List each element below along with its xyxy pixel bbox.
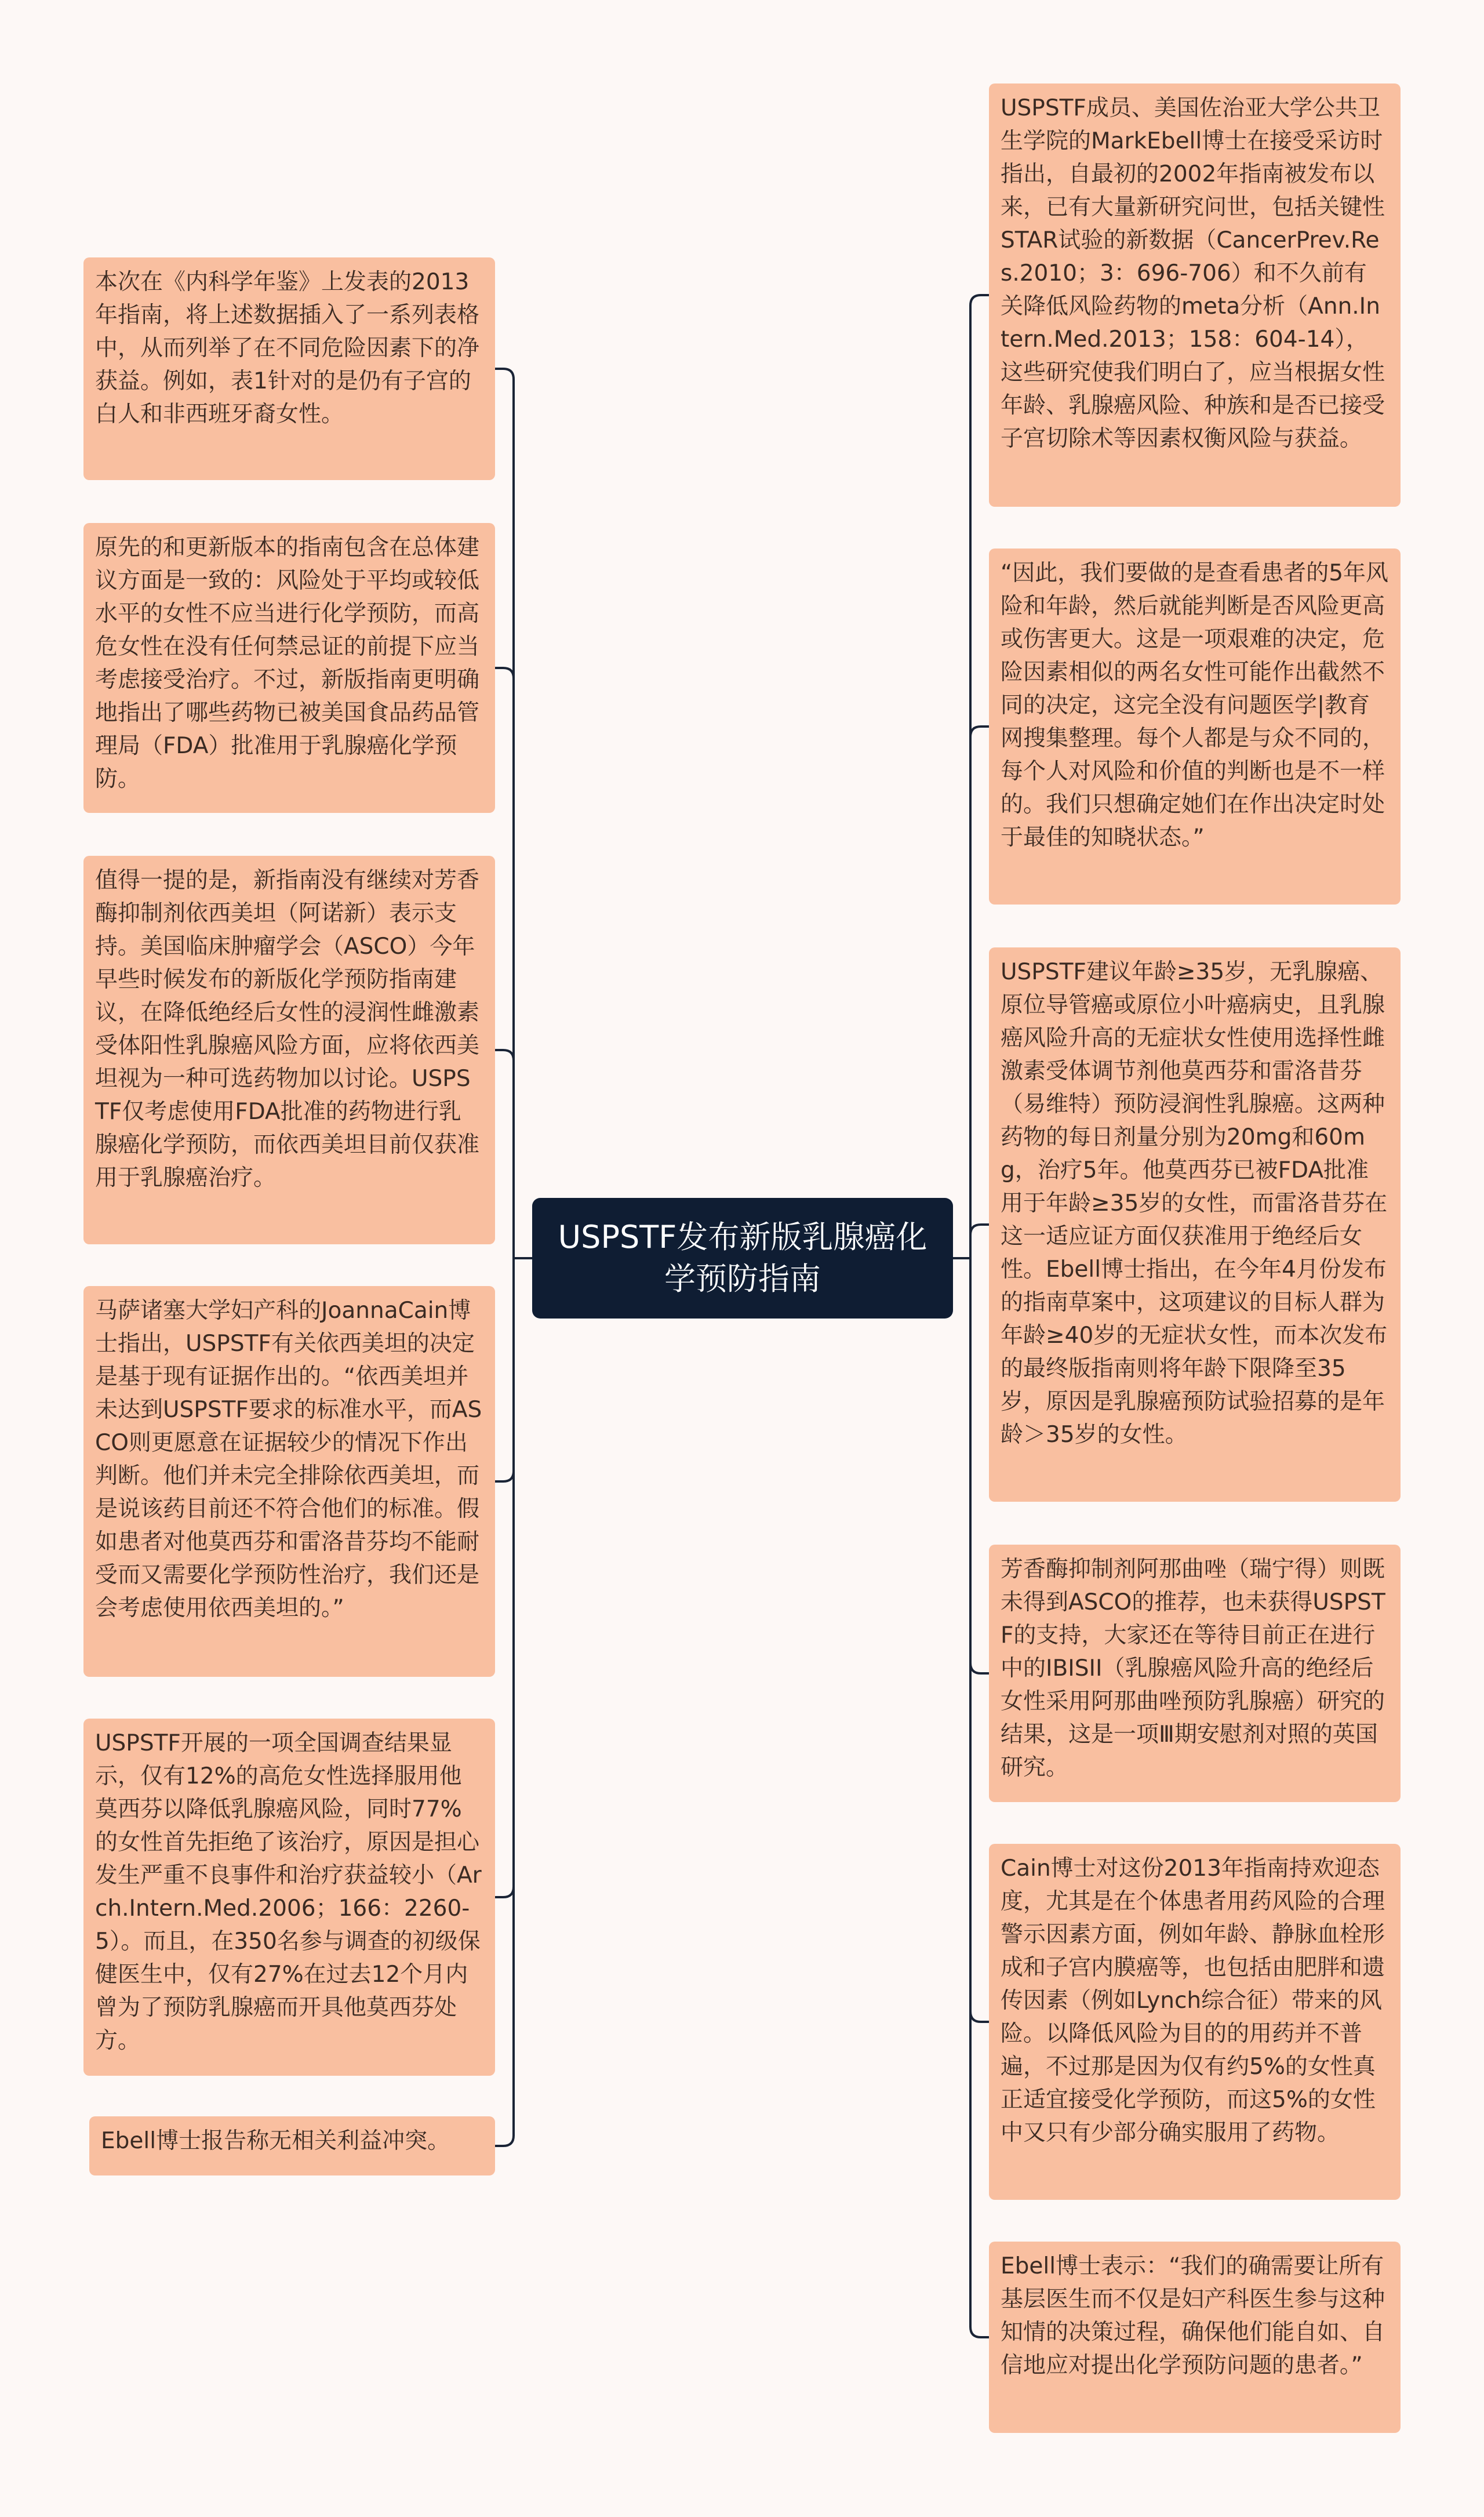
right-topic-1-text: USPSTF成员、美国佐治亚大学公共卫生学院的MarkEbell博士在接受采访时指出，自最初的2002年指南被发布以来，已有大量新研究问世，包括关键性STAR试验的新数据（CancerPrev.Res.2010；3：696-706）和不久前有关降低风险药物的meta分析（Ann.Intern.Med.2013；158：604-14），这些研究使我们明白了，应当根据女性年龄、乳腺癌风险、种族和是否已接受子宫切除术等因素权衡风险与获益。 bbox=[1001, 95, 1385, 452]
left-topic-1-text: 本次在《内科学年鉴》上发表的2013年指南，将上述数据插入了一系列表格中，从而列举了在不同危险因素下的净获益。例如，表1针对的是仍有子宫的白人和非西班牙裔女性。 bbox=[95, 269, 480, 427]
left-topic-4[interactable] bbox=[83, 1286, 495, 1677]
left-topic-4-text: 马萨诸塞大学妇产科的JoannaCain博士指出，USPSTF有关依西美坦的决定是基于现有证据作出的。“依西美坦并未达到USPSTF要求的标准水平，而ASCO则更愿意在证据较少的情况下作出判断。他们并未完全排除依西美坦，而是说该药目前还不符合他们的标准。假如患者对他莫西芬和雷洛昔芬均不能耐受而又需要化学预防性治疗，我们还是会考虑使用依西美坦的。” bbox=[95, 1298, 482, 1621]
root-title: USPSTF发布新版乳腺癌化学预防指南 bbox=[558, 1219, 928, 1297]
right-connector-4 bbox=[970, 1258, 989, 1673]
left-topic-6[interactable] bbox=[89, 2116, 495, 2175]
right-connector-3 bbox=[970, 1225, 989, 1258]
left-connector-5 bbox=[495, 1258, 514, 1897]
left-topic-3[interactable] bbox=[83, 856, 495, 1244]
left-topic-5[interactable] bbox=[83, 1719, 495, 2076]
right-topic-6[interactable] bbox=[989, 2242, 1401, 2433]
left-topic-2-text: 原先的和更新版本的指南包含在总体建议方面是一致的：风险处于平均或较低水平的女性不应当进行化学预防，而高危女性在没有任何禁忌证的前提下应当考虑接受治疗。不过，新版指南更明确地指出了哪些药物已被美国食品药品管理局（FDA）批准用于乳腺癌化学预防。 bbox=[95, 535, 480, 792]
right-topic-5-text: Cain博士对这份2013年指南持欢迎态度，尤其是在个体患者用药风险的合理警示因素方面，例如年龄、静脉血栓形成和子宫内膜癌等，也包括由肥胖和遗传因素（例如Lynch综合征）带来的风险。以降低风险为目的的用药并不普遍，不过那是因为仅有约5%的女性真正适宜接受化学预防，而这5%的女性中又只有少部分确实服用了药物。 bbox=[1001, 1855, 1385, 2146]
root-topic[interactable] bbox=[532, 1198, 953, 1319]
left-connector-4 bbox=[495, 1258, 514, 1481]
right-connector-2 bbox=[970, 727, 989, 1258]
left-topic-2[interactable] bbox=[83, 523, 495, 813]
right-topic-4[interactable] bbox=[989, 1545, 1401, 1802]
right-topic-5[interactable] bbox=[989, 1844, 1401, 2200]
right-connector-1 bbox=[970, 295, 989, 1258]
left-connector-3 bbox=[495, 1050, 514, 1258]
left-topic-5-text: USPSTF开展的一项全国调查结果显示，仅有12%的高危女性选择服用他莫西芬以降低乳腺癌风险，同时77%的女性首先拒绝了该治疗，原因是担心发生严重不良事件和治疗获益较小（Arch.Intern.Med.2006；166：2260-5）。而且，在350名参与调查的初级保健医生中，仅有27%在过去12个月内曾为了预防乳腺癌而开具他莫西芬处方。 bbox=[95, 1730, 482, 2054]
left-connector-6 bbox=[495, 1258, 514, 2146]
right-topic-6-text: Ebell博士表示：“我们的确需要让所有基层医生而不仅是妇产科医生参与这种知情的决策过程，确保他们能自如、自信地应对提出化学预防问题的患者。” bbox=[1001, 2253, 1385, 2378]
left-topic-6-text: Ebell博士报告称无相关利益冲突。 bbox=[101, 2128, 450, 2154]
right-topic-1[interactable] bbox=[989, 83, 1401, 507]
left-connector-1 bbox=[495, 369, 514, 1258]
right-topic-3-text: USPSTF建议年龄≥35岁，无乳腺癌、原位导管癌或原位小叶癌病史，且乳腺癌风险升高的无症状女性使用选择性雌激素受体调节剂他莫西芬和雷洛昔芬（易维特）预防浸润性乳腺癌。这两种药物的每日剂量分别为20mg和60mg，治疗5年。他莫西芬已被FDA批准用于年龄≥35岁的女性，而雷洛昔芬在这一适应证方面仅获准用于绝经后女性。Ebell博士指出，在今年4月份发布的指南草案中，这项建议的目标人群为年龄≥40岁的无症状女性，而本次发布的最终版指南则将年龄下限降至35岁，原因是乳腺癌预防试验招募的是年龄＞35岁的女性。 bbox=[1001, 959, 1388, 1448]
left-topic-3-text: 值得一提的是，新指南没有继续对芳香酶抑制剂依西美坦（阿诺新）表示支持。美国临床肿瘤学会（ASCO）今年早些时候发布的新版化学预防指南建议，在降低绝经后女性的浸润性雌激素受体阳性乳腺癌风险方面，应将依西美坦视为一种可选药物加以讨论。USPSTF仅考虑使用FDA批准的药物进行乳腺癌化学预防，而依西美坦目前仅获准用于乳腺癌治疗。 bbox=[95, 867, 480, 1191]
right-connector-6 bbox=[970, 1258, 989, 2337]
right-connector-5 bbox=[970, 1258, 989, 2022]
left-topic-1[interactable] bbox=[83, 257, 495, 480]
right-topic-3[interactable] bbox=[989, 947, 1401, 1502]
right-topic-2[interactable] bbox=[989, 549, 1401, 905]
right-topic-2-text: “因此，我们要做的是查看患者的5年风险和年龄，然后就能判断是否风险更高或伤害更大。这是一项艰难的决定，危险因素相似的两名女性可能作出截然不同的决定，这完全没有问题医学|教育网搜集整理。每个人都是与众不同的，每个人对风险和价值的判断也是不一样的。我们只想确定她们在作出决定时处于最佳的知晓状态。” bbox=[1001, 560, 1389, 851]
right-topic-4-text: 芳香酶抑制剂阿那曲唑（瑞宁得）则既未得到ASCO的推荐，也未获得USPSTF的支持，大家还在等待目前正在进行中的IBISII（乳腺癌风险升高的绝经后女性采用阿那曲唑预防乳腺癌）研究的结果，这是一项Ⅲ期安慰剂对照的英国研究。 bbox=[1001, 1556, 1385, 1781]
left-connector-2 bbox=[495, 668, 514, 1258]
